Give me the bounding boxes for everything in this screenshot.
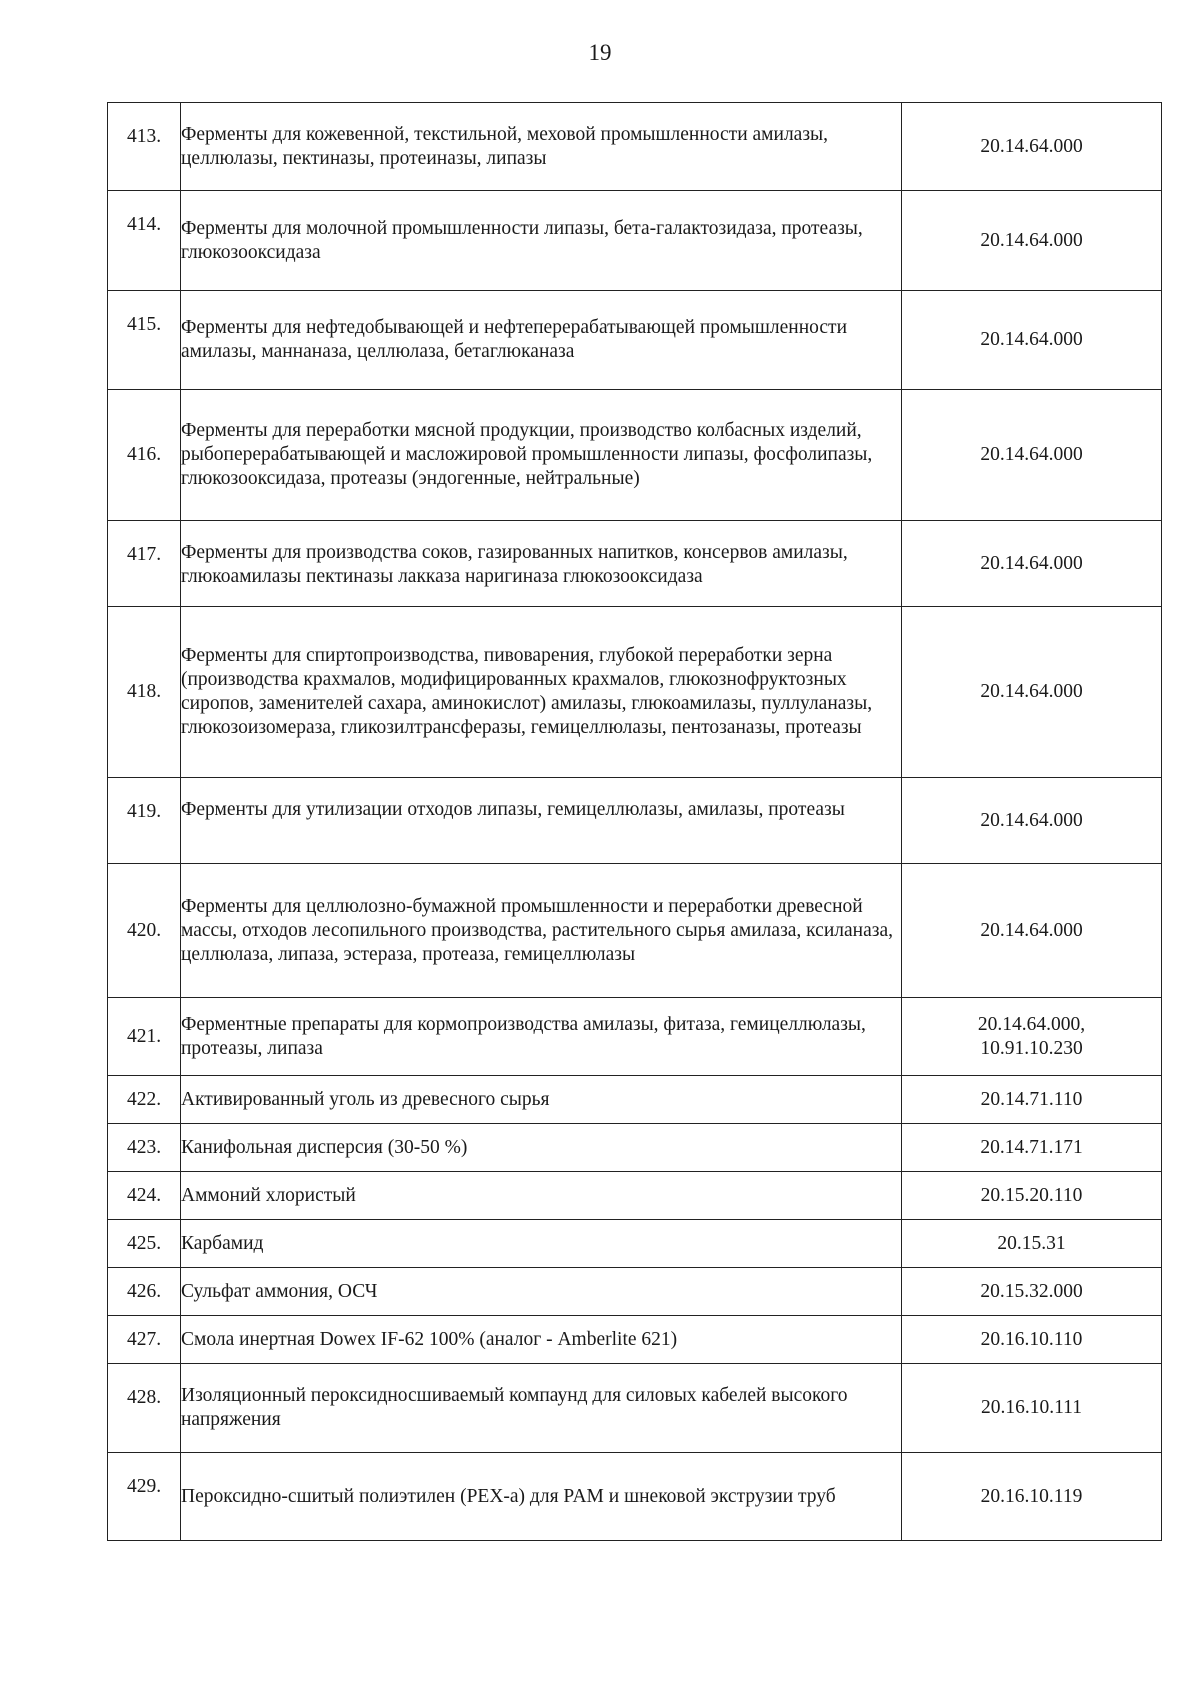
row-number: 414. — [108, 191, 181, 291]
code-value: 20.15.20.110 — [980, 1184, 1083, 1206]
row-number: 428. — [108, 1364, 181, 1453]
code-value: 20.16.10.110 — [980, 1328, 1083, 1350]
row-code — [902, 1453, 1162, 1541]
code-value: 20.14.64.000 — [980, 444, 1083, 465]
table-row — [108, 1268, 1162, 1316]
code-value: 20.14.64.000 — [980, 681, 1083, 702]
row-number: 423. — [108, 1124, 181, 1172]
row-description: Изоляционный пероксидносшиваемый компаунд для силовых кабелей высокого напряжения — [181, 1364, 902, 1453]
table-row — [108, 1364, 1162, 1453]
table-row — [108, 1453, 1162, 1541]
row-code — [902, 778, 1162, 864]
row-number: 424. — [108, 1172, 181, 1220]
row-description: Ферменты для кожевенной, текстильной, меховой промышленности амилазы, целлюлазы, пектиназы, протеиназы, липазы — [181, 103, 902, 191]
row-code — [902, 1316, 1162, 1364]
row-code — [902, 390, 1162, 521]
table-row — [108, 778, 1162, 864]
row-number: 413. — [108, 103, 181, 191]
table-row — [108, 998, 1162, 1076]
row-description: Сульфат аммония, ОСЧ — [181, 1268, 902, 1316]
table-row — [108, 1124, 1162, 1172]
row-description: Аммоний хлористый — [181, 1172, 902, 1220]
table-row — [108, 1172, 1162, 1220]
code-value: 20.14.64.000 — [980, 919, 1083, 941]
code-value: 20.14.64.000 — [980, 552, 1083, 574]
row-description: Пероксидно-сшитый полиэтилен (PEX-a) для PAM и шнековой экструзии труб — [181, 1453, 902, 1541]
row-code — [902, 103, 1162, 191]
table-row — [108, 103, 1162, 191]
row-description: Канифольная дисперсия (30-50 %) — [181, 1124, 902, 1172]
row-code — [902, 291, 1162, 390]
code-value: 20.14.64.000 — [980, 229, 1083, 251]
row-description: Ферменты для молочной промышленности липазы, бета-галактозидаза, протеазы, глюкозооксидаза — [181, 191, 902, 291]
row-number: 422. — [108, 1076, 181, 1124]
row-number: 419. — [108, 778, 181, 864]
row-description: Карбамид — [181, 1220, 902, 1268]
row-description: Ферменты для спиртопроизводства, пивоварения, глубокой переработки зерна (производства крахмалов, модифицированных крахмалов, глюкознофруктозных сиропов, заменителей сахара, аминокислот) амилазы, глюкоамилазы, пуллуланазы, глюкозоизомераза, гликозилтрансферазы, гемицеллюлазы, пентозаназы, протеазы — [181, 607, 902, 778]
table-row — [108, 1220, 1162, 1268]
row-description: Активированный уголь из древесного сырья — [181, 1076, 902, 1124]
row-number: 420. — [108, 864, 181, 998]
code-value: 20.14.71.110 — [980, 1088, 1083, 1110]
row-code — [902, 1076, 1162, 1124]
table-row — [108, 291, 1162, 390]
row-description: Ферменты для целлюлозно-бумажной промышленности и переработки древесной массы, отходов лесопильного производства, растительного сырья амилаза, ксиланаза, целлюлаза, липаза, эстераза, протеаза, гемицеллюлазы — [181, 864, 902, 998]
table-row — [108, 191, 1162, 291]
table-row — [108, 390, 1162, 521]
row-number: 417. — [108, 521, 181, 607]
code-value: 20.16.10.111 — [981, 1397, 1082, 1418]
row-description: Смола инертная Dowex IF-62 100% (аналог - Amberlite 621) — [181, 1316, 902, 1364]
row-number: 427. — [108, 1316, 181, 1364]
row-number: 421. — [108, 998, 181, 1076]
row-number: 429. — [108, 1453, 181, 1541]
code-value: 20.16.10.119 — [980, 1485, 1083, 1507]
row-number: 418. — [108, 607, 181, 778]
table-row — [108, 1076, 1162, 1124]
table-row — [108, 1316, 1162, 1364]
row-description: Ферменты для производства соков, газированных напитков, консервов амилазы, глюкоамилазы пектиназы лакказа наригиназа глюкозооксидаза — [181, 521, 902, 607]
code-value: 20.14.64.000 — [980, 809, 1083, 831]
table-row — [108, 864, 1162, 998]
row-code — [902, 998, 1162, 1076]
row-number: 425. — [108, 1220, 181, 1268]
code-value: 20.14.64.000 — [980, 135, 1083, 157]
row-number: 416. — [108, 390, 181, 521]
row-code — [902, 864, 1162, 998]
table-row — [108, 607, 1162, 778]
page-number: 19 — [588, 40, 612, 65]
table-row — [108, 521, 1162, 607]
row-number: 415. — [108, 291, 181, 390]
row-code — [902, 1172, 1162, 1220]
row-number: 426. — [108, 1268, 181, 1316]
row-code — [902, 521, 1162, 607]
row-code — [902, 1268, 1162, 1316]
code-value: 20.15.32.000 — [980, 1280, 1083, 1302]
row-description: Ферментные препараты для кормопроизводства амилазы, фитаза, гемицеллюлазы, протеазы, липаза — [181, 998, 902, 1076]
row-code — [902, 607, 1162, 778]
row-code — [902, 1220, 1162, 1268]
code-value: 20.15.31 — [997, 1232, 1066, 1254]
row-code — [902, 1124, 1162, 1172]
code-value: 20.14.71.171 — [980, 1136, 1083, 1158]
products-table — [107, 102, 1162, 1541]
row-description: Ферменты для переработки мясной продукции, производство колбасных изделий, рыбоперерабатывающей и масложировой промышленности липазы, фосфолипазы, глюкозооксидаза, протеазы (эндогенные, нейтральные) — [181, 390, 902, 521]
row-description: Ферменты для нефтедобывающей и нефтеперерабатывающей промышленности амилазы, маннаназа, целлюлаза, бетаглюканаза — [181, 291, 902, 390]
row-code — [902, 191, 1162, 291]
code-value: 20.14.64.000 — [980, 329, 1083, 350]
row-code — [902, 1364, 1162, 1453]
row-description: Ферменты для утилизации отходов липазы, гемицеллюлазы, амилазы, протеазы — [181, 778, 902, 864]
code-value: 10.91.10.230 — [980, 1037, 1083, 1059]
code-value: 20.14.64.000, — [977, 1013, 1086, 1035]
